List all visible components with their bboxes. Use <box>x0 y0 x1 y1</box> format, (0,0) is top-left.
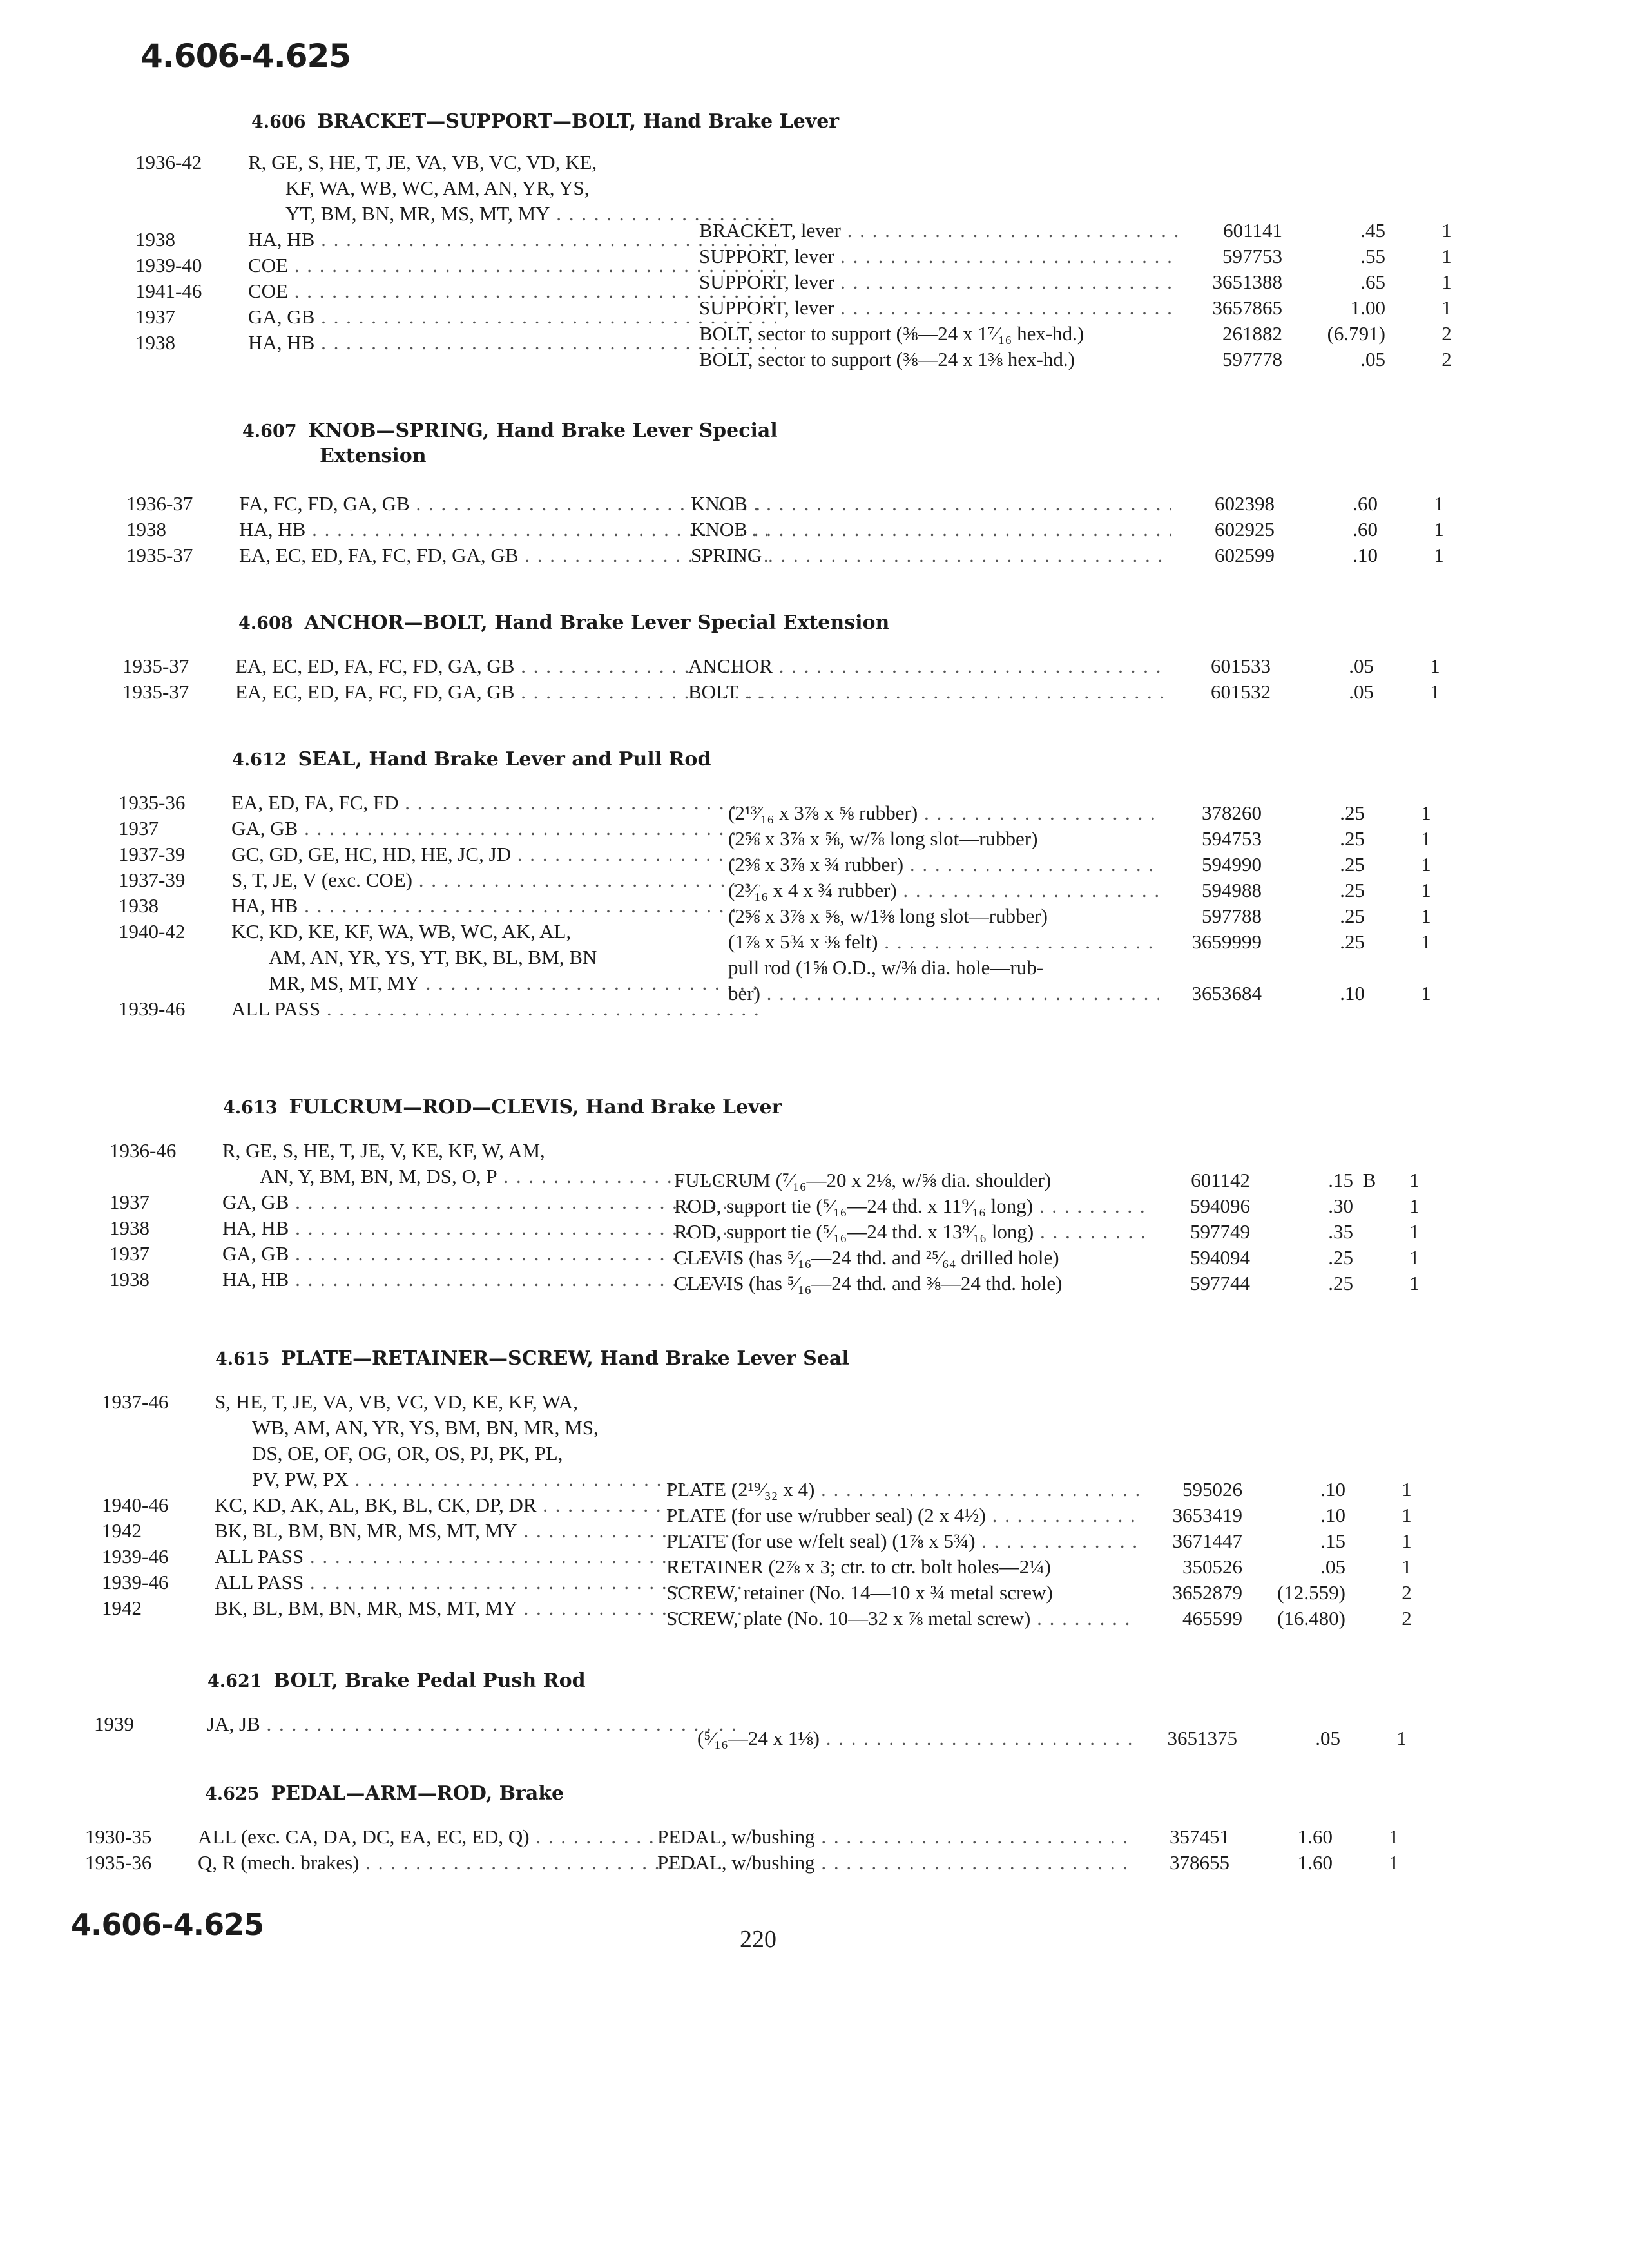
section-title <box>238 611 889 636</box>
part-price: .60 <box>1353 518 1378 541</box>
part-description: RETAINER (2⅞ x 3; ctr. to ctr. bolt holes—2¼) <box>666 1555 1051 1578</box>
page-footer-range: 4.606-4.625 <box>71 1907 264 1942</box>
model-list: HA, HB . . . <box>231 893 760 919</box>
part-quantity: 1 <box>1389 1851 1399 1874</box>
part-flag: B <box>1362 1169 1376 1191</box>
model-list: ALL (exc. CA, DA, DC, EA, EC, ED, Q) . . . <box>198 1824 726 1850</box>
model-year: 1938 <box>119 894 159 917</box>
part-price: .45 <box>1360 219 1385 242</box>
model-list: GC, GD, GE, HC, HD, HE, JC, JD . . . <box>231 841 760 867</box>
part-quantity: 1 <box>1421 879 1431 901</box>
model-list: EA, EC, ED, FA, FC, FD, GA, GB . . . <box>239 543 767 568</box>
part-number: 3653419 <box>1172 1504 1242 1526</box>
model-year: 1942 <box>102 1519 142 1542</box>
section-title-text: BRACKET—SUPPORT—BOLT, Hand Brake Lever <box>317 110 840 133</box>
part-description: BRACKET, lever . . . <box>699 218 1179 244</box>
part-number: 261882 <box>1222 322 1282 345</box>
part-number: 601532 <box>1211 680 1271 703</box>
part-description: (2⅝ x 3⅞ x ⅝, w/⅞ long slot—rubber) <box>728 827 1038 850</box>
model-list: EA, EC, ED, FA, FC, FD, GA, GB . . . <box>235 653 764 679</box>
part-quantity: 1 <box>1402 1555 1412 1578</box>
section-title <box>242 419 778 468</box>
model-year: 1942 <box>102 1597 142 1619</box>
model-list: R, GE, S, HE, T, JE, V, KE, KF, W, AM, <box>222 1139 545 1162</box>
part-price: .25 <box>1340 905 1365 927</box>
part-price: .55 <box>1360 245 1385 267</box>
part-quantity: 1 <box>1409 1272 1420 1294</box>
part-quantity: 1 <box>1430 680 1440 703</box>
part-description: KNOB . . . <box>691 491 1171 517</box>
part-description: KNOB . . . <box>691 517 1171 543</box>
part-quantity: 1 <box>1421 905 1431 927</box>
part-number: 594096 <box>1190 1195 1250 1217</box>
part-quantity: 1 <box>1409 1195 1420 1217</box>
part-price: .60 <box>1353 492 1378 515</box>
part-price: .30 <box>1328 1195 1353 1217</box>
section-title <box>205 1782 564 1807</box>
section-title-text: ANCHOR—BOLT, Hand Brake Lever Special Extension <box>304 611 890 634</box>
part-price: 1.60 <box>1297 1851 1333 1874</box>
model-list: EA, EC, ED, FA, FC, FD, GA, GB . . . <box>235 679 764 705</box>
part-description: SCREW, retainer (No. 14—10 x ¾ metal screw) <box>666 1581 1053 1604</box>
model-list: HA, HB . . . <box>239 517 767 543</box>
model-year: 1935-36 <box>119 791 186 814</box>
section-title-text: PLATE—RETAINER—SCREW, Hand Brake Lever Seal <box>281 1347 849 1370</box>
part-price: .35 <box>1328 1220 1353 1243</box>
part-description: (2⅝ x 3⅞ x ⅝, w/1⅜ long slot—rubber) <box>728 905 1048 927</box>
part-quantity: 1 <box>1421 802 1431 824</box>
part-number: 601142 <box>1191 1169 1250 1191</box>
part-price: (6.791) <box>1327 322 1385 345</box>
part-description: SUPPORT, lever . . . <box>699 295 1179 321</box>
part-quantity: 1 <box>1421 853 1431 876</box>
model-year: 1935-37 <box>122 680 189 703</box>
part-number: 602599 <box>1215 544 1275 566</box>
model-year: 1937 <box>110 1242 149 1265</box>
part-price: .25 <box>1328 1246 1353 1269</box>
part-description: BOLT, sector to support (⅜—24 x 1⁷⁄₁₆ hex-hd.) <box>699 322 1084 345</box>
part-price: .05 <box>1360 348 1385 370</box>
part-number: 378655 <box>1170 1851 1229 1874</box>
model-list: ALL PASS . . . <box>215 1544 743 1570</box>
part-description: PLATE (for use w/rubber seal) (2 x 4½) . . . <box>666 1503 1139 1528</box>
part-price: .15 <box>1328 1169 1353 1191</box>
part-number: 597778 <box>1222 348 1282 370</box>
model-list: R, GE, S, HE, T, JE, VA, VB, VC, VD, KE, <box>248 151 597 173</box>
part-number: 594988 <box>1202 879 1262 901</box>
part-description: SPRING . . . <box>691 543 1171 568</box>
part-description: CLEVIS (has ⁵⁄₁₆—24 thd. and ²⁵⁄₆₄ drilled hole) <box>674 1246 1059 1269</box>
part-quantity: 1 <box>1389 1825 1399 1848</box>
part-description: PEDAL, w/bushing . . . <box>657 1850 1126 1876</box>
section-title-text: BOLT, Brake Pedal Push Rod <box>273 1669 586 1692</box>
model-year: 1938 <box>110 1216 149 1239</box>
model-year: 1937 <box>119 817 159 840</box>
part-description: ROD, support tie (⁵⁄₁₆—24 thd. x 11⁹⁄₁₆ long) . . . <box>674 1193 1147 1219</box>
model-list: ALL PASS . . . <box>215 1570 743 1595</box>
model-year: 1935-37 <box>126 544 193 566</box>
section-title <box>207 1669 586 1694</box>
model-year: 1935-37 <box>122 655 189 677</box>
model-year: 1930-35 <box>85 1825 152 1848</box>
section-number: 4.625 <box>205 1784 260 1804</box>
model-year: 1937 <box>135 305 175 328</box>
part-number: 597753 <box>1222 245 1282 267</box>
part-number: 3657865 <box>1212 296 1282 319</box>
model-list: GA, GB . . . <box>231 816 760 841</box>
model-list: EA, ED, FA, FC, FD . . . <box>231 790 760 816</box>
model-list: JA, JB . . . <box>207 1711 735 1737</box>
model-year: 1940-46 <box>102 1494 169 1516</box>
model-list: PV, PW, PX . . . <box>252 1466 743 1492</box>
section-number: 4.613 <box>223 1098 278 1118</box>
model-list: GA, GB . . . <box>222 1189 751 1215</box>
model-year: 1936-46 <box>110 1139 177 1162</box>
model-year: 1937-46 <box>102 1390 169 1413</box>
part-price: .05 <box>1349 655 1374 677</box>
model-list: KF, WA, WB, WC, AM, AN, YR, YS, <box>285 177 590 199</box>
part-description: ROD, support tie (⁵⁄₁₆—24 thd. x 13⁹⁄₁₆ long) . . . <box>674 1219 1147 1245</box>
part-number: 602925 <box>1215 518 1275 541</box>
model-year: 1941-46 <box>135 280 202 302</box>
model-year: 1936-42 <box>135 151 202 173</box>
model-list: S, HE, T, JE, VA, VB, VC, VD, KE, KF, WA, <box>215 1390 578 1413</box>
section-title <box>232 747 711 773</box>
part-description: FULCRUM (⁷⁄₁₆—20 x 2⅛, w/⅝ dia. shoulder) <box>674 1169 1052 1191</box>
model-list: AN, Y, BM, BN, M, DS, O, P . . . <box>260 1164 751 1189</box>
page-number: 220 <box>740 1926 776 1953</box>
model-list: S, T, JE, V (exc. COE) . . . <box>231 867 760 893</box>
part-price: .15 <box>1320 1530 1345 1552</box>
model-year: 1939-46 <box>119 997 186 1020</box>
part-description: pull rod (1⅝ O.D., w/⅜ dia. hole—rub- <box>728 956 1044 979</box>
part-description: PLATE (2¹⁹⁄₃₂ x 4) . . . <box>666 1477 1139 1503</box>
model-list: MR, MS, MT, MY . . . <box>269 970 760 996</box>
part-number: 594753 <box>1202 827 1262 850</box>
part-quantity: 1 <box>1402 1478 1412 1501</box>
part-description: SCREW, plate (No. 10—32 x ⅞ metal screw) . . . <box>666 1606 1139 1631</box>
model-year: 1938 <box>135 228 175 251</box>
part-number: 601533 <box>1211 655 1271 677</box>
model-year: 1937-39 <box>119 869 186 891</box>
part-quantity: 1 <box>1441 245 1452 267</box>
part-description: BOLT, sector to support (⅜—24 x 1⅜ hex-hd.) <box>699 348 1075 370</box>
section-number: 4.606 <box>251 112 306 132</box>
part-number: 465599 <box>1182 1607 1242 1629</box>
part-quantity: 1 <box>1402 1504 1412 1526</box>
part-price: .25 <box>1340 802 1365 824</box>
part-description: CLEVIS (has ⁵⁄₁₆—24 thd. and ⅜—24 thd. hole) <box>674 1272 1063 1294</box>
section-title <box>215 1347 849 1372</box>
part-price: .65 <box>1360 271 1385 293</box>
part-number: 350526 <box>1182 1555 1242 1578</box>
model-list: BK, BL, BM, BN, MR, MS, MT, MY . . . <box>215 1518 743 1544</box>
model-list: HA, HB . . . <box>222 1267 751 1293</box>
section-number: 4.612 <box>232 750 287 770</box>
model-list: GA, GB . . . <box>248 304 776 330</box>
part-price: .05 <box>1320 1555 1345 1578</box>
model-year: 1938 <box>110 1268 149 1291</box>
part-number: 594094 <box>1190 1246 1250 1269</box>
part-description: ber) . . . <box>728 981 1159 1006</box>
part-number: 3659999 <box>1191 930 1262 953</box>
part-number: 597749 <box>1190 1220 1250 1243</box>
part-price: .10 <box>1320 1504 1345 1526</box>
part-price: .25 <box>1340 827 1365 850</box>
part-quantity: 1 <box>1396 1727 1407 1749</box>
part-number: 3671447 <box>1172 1530 1242 1552</box>
part-price: 1.00 <box>1350 296 1385 319</box>
section-title-text: PEDAL—ARM—ROD, Brake <box>271 1782 564 1805</box>
part-price: .05 <box>1315 1727 1340 1749</box>
model-list: KC, KD, AK, AL, BK, BL, CK, DP, DR . . . <box>215 1492 743 1518</box>
part-number: 378260 <box>1202 802 1262 824</box>
model-list: WB, AM, AN, YR, YS, BM, BN, MR, MS, <box>252 1416 599 1439</box>
model-list: KC, KD, KE, KF, WA, WB, WC, AK, AL, <box>231 920 572 943</box>
part-number: 602398 <box>1215 492 1275 515</box>
part-number: 595026 <box>1182 1478 1242 1501</box>
model-list: AM, AN, YR, YS, YT, BK, BL, BM, BN <box>269 946 597 968</box>
part-description: PEDAL, w/bushing . . . <box>657 1824 1126 1850</box>
section-number: 4.615 <box>215 1349 270 1369</box>
section-title <box>223 1095 782 1120</box>
part-number: 3651375 <box>1167 1727 1237 1749</box>
model-year: 1935-36 <box>85 1851 152 1874</box>
part-description: SUPPORT, lever . . . <box>699 244 1179 269</box>
model-list: Q, R (mech. brakes) . . . <box>198 1850 726 1876</box>
part-number: 597788 <box>1202 905 1262 927</box>
part-description: (2³⁄₁₆ x 4 x ¾ rubber) . . . <box>728 878 1159 903</box>
section-title-text: FULCRUM—ROD—CLEVIS, Hand Brake Lever <box>289 1096 782 1119</box>
part-quantity: 1 <box>1421 827 1431 850</box>
model-list: HA, HB . . . <box>248 227 776 253</box>
part-description: PLATE (for use w/felt seal) (1⅞ x 5¾) . . . <box>666 1528 1139 1554</box>
part-price: .25 <box>1328 1272 1353 1294</box>
part-description: (⁵⁄₁₆—24 x 1⅛) . . . <box>697 1725 1134 1751</box>
part-price: .10 <box>1340 982 1365 1004</box>
part-quantity: 1 <box>1409 1220 1420 1243</box>
part-quantity: 2 <box>1402 1581 1412 1604</box>
part-quantity: 1 <box>1441 296 1452 319</box>
model-list: YT, BM, BN, MR, MS, MT, MY . . . <box>285 201 776 227</box>
model-year: 1937 <box>110 1191 149 1213</box>
section-subtitle: Extension <box>320 445 427 467</box>
part-description: (1⅞ x 5¾ x ⅜ felt) . . . <box>728 929 1159 955</box>
part-number: 594990 <box>1202 853 1262 876</box>
model-year: 1940-42 <box>119 920 186 943</box>
part-price: .25 <box>1340 879 1365 901</box>
part-price: .25 <box>1340 853 1365 876</box>
part-quantity: 1 <box>1409 1246 1420 1269</box>
part-number: 3651388 <box>1212 271 1282 293</box>
model-list: FA, FC, FD, GA, GB . . . <box>239 491 767 517</box>
part-price: (16.480) <box>1277 1607 1345 1629</box>
section-title-text: SEAL, Hand Brake Lever and Pull Rod <box>298 748 711 771</box>
section-number: 4.607 <box>242 421 297 441</box>
part-quantity: 1 <box>1430 655 1440 677</box>
section-title-text: KNOB—SPRING, Hand Brake Lever Special <box>308 419 778 442</box>
model-list: GA, GB . . . <box>222 1241 751 1267</box>
part-quantity: 1 <box>1409 1169 1420 1191</box>
model-list: ALL PASS . . . <box>231 996 760 1022</box>
model-year: 1936-37 <box>126 492 193 515</box>
model-year: 1938 <box>126 518 166 541</box>
model-year: 1937-39 <box>119 843 186 865</box>
model-year: 1939-40 <box>135 254 202 276</box>
part-price: .25 <box>1340 930 1365 953</box>
part-price: (12.559) <box>1277 1581 1345 1604</box>
part-quantity: 1 <box>1434 518 1444 541</box>
part-price: .10 <box>1320 1478 1345 1501</box>
part-description: (2¹³⁄₁₆ x 3⅞ x ⅝ rubber) . . . <box>728 800 1159 826</box>
part-price: 1.60 <box>1297 1825 1333 1848</box>
model-year: 1939-46 <box>102 1545 169 1568</box>
part-price: .10 <box>1353 544 1378 566</box>
model-year: 1939 <box>94 1713 134 1735</box>
model-list: COE . . . <box>248 253 776 278</box>
part-number: 3653684 <box>1191 982 1262 1004</box>
section-title <box>251 110 839 135</box>
part-number: 357451 <box>1170 1825 1229 1848</box>
part-quantity: 1 <box>1441 271 1452 293</box>
section-number: 4.621 <box>207 1671 262 1691</box>
part-quantity: 1 <box>1434 544 1444 566</box>
model-year: 1938 <box>135 331 175 354</box>
part-description: BOLT . . . <box>688 679 1168 705</box>
part-quantity: 1 <box>1434 492 1444 515</box>
part-number: 597744 <box>1190 1272 1250 1294</box>
part-quantity: 1 <box>1441 219 1452 242</box>
model-list: HA, HB . . . <box>248 330 776 356</box>
part-quantity: 2 <box>1402 1607 1412 1629</box>
page-header-range: 4.606-4.625 <box>140 37 351 75</box>
part-number: 601141 <box>1223 219 1282 242</box>
part-price: .05 <box>1349 680 1374 703</box>
model-list: BK, BL, BM, BN, MR, MS, MT, MY . . . <box>215 1595 743 1621</box>
section-number: 4.608 <box>238 613 293 633</box>
model-year: 1939-46 <box>102 1571 169 1593</box>
part-description: (2⅜ x 3⅞ x ¾ rubber) . . . <box>728 852 1159 878</box>
part-quantity: 2 <box>1441 322 1452 345</box>
part-quantity: 1 <box>1421 930 1431 953</box>
part-quantity: 1 <box>1402 1530 1412 1552</box>
part-quantity: 1 <box>1421 982 1431 1004</box>
model-list: HA, HB . . . <box>222 1215 751 1241</box>
part-description: SUPPORT, lever . . . <box>699 269 1179 295</box>
model-list: DS, OE, OF, OG, OR, OS, PJ, PK, PL, <box>252 1442 563 1465</box>
model-list: COE . . . <box>248 278 776 304</box>
part-description: ANCHOR . . . <box>688 653 1168 679</box>
part-quantity: 2 <box>1441 348 1452 370</box>
part-number: 3652879 <box>1172 1581 1242 1604</box>
